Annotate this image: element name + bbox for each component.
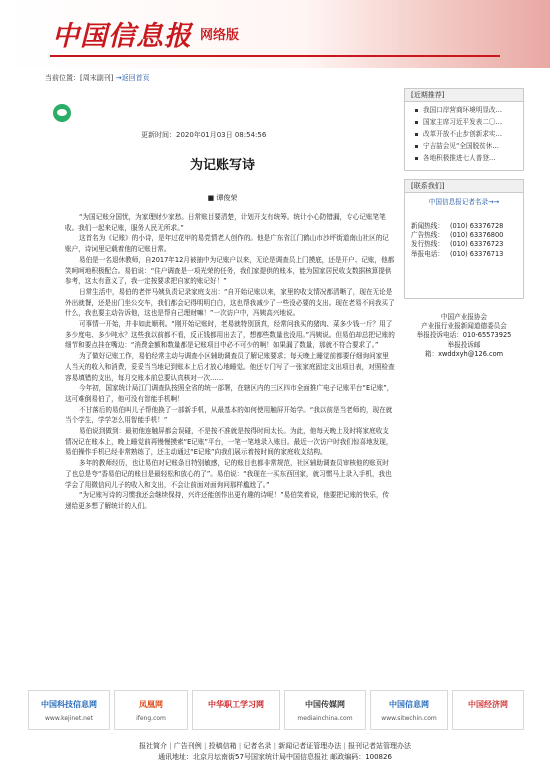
partner-banner-url: www.sitwchin.com	[381, 715, 437, 722]
recommend-item[interactable]: 宁吉喆会见“全国脱贫休…	[423, 142, 519, 151]
hotline-label: 发行热线：	[411, 240, 444, 249]
partner-banner-title: 中国经济网	[468, 700, 508, 709]
contact-title: [联系我们]	[405, 180, 523, 193]
partner-banner-title: 凤凰网	[139, 700, 163, 709]
breadcrumb-section[interactable]: [周末副刊]	[80, 74, 114, 82]
update-time	[141, 130, 266, 140]
update-time-value: 2020年01月03日 08:54:56	[176, 131, 267, 139]
hotline-label: 广告热线：	[411, 231, 444, 240]
reporter-directory-link[interactable]: 中国信息报记者名录→→	[428, 198, 500, 206]
org-info	[404, 313, 524, 359]
partner-banner-title: 中国传媒网	[305, 700, 345, 709]
hotline-value: (010) 63376723	[449, 240, 504, 249]
site-footer	[0, 741, 550, 763]
article-paragraph: 为了做好记账工作，易伯经常主动与调查小区辅助调查员了解记账要求；每天晚上睡觉前都要仔细询问家里人当天的收入和消费，妥妥当当地记到账本上后才放心地睡觉。他还专门写了一张家庭固定支出项目表，对照检查容易填错的支出，每月交账本前总要认真核对一次……	[65, 352, 395, 382]
breadcrumb-label: 当前位置：	[45, 74, 80, 82]
hotline-value: (010) 63376728	[449, 222, 504, 230]
partner-banner-title: 中国科技信息网	[41, 700, 97, 709]
site-logo[interactable]: 中国信息报	[52, 21, 192, 52]
sidebar	[404, 88, 524, 359]
org-line: 中国产业报协会	[440, 313, 488, 321]
partner-banner-title: 中华职工学习网	[208, 700, 264, 709]
partner-banner-url: mediainchina.com	[297, 715, 353, 722]
partner-banner[interactable]	[284, 690, 366, 730]
partner-banner-row	[28, 686, 522, 732]
hotline-label: 举报电话：	[411, 249, 444, 258]
partner-banner-title: 中国信息网	[389, 700, 429, 709]
article-paragraph: 易伯说到做到：最初他连触屏都会误碰，不是按不准就是按得时间太长。为此，他每天晚上及时将家庭收支情况记在账本上，晚上睡觉前再慢慢摸索“E记账”平台，一笔一笔地录入账目。最近一次访户时我们惊喜地发现，易伯操作手机已经非常熟练了，还主动通过“E记账”向我们展示着按时间的家庭收支结构。	[65, 427, 393, 457]
footer-link[interactable]: 报刊记者站管理办法	[348, 742, 412, 750]
footer-link[interactable]: 投稿信箱	[208, 742, 237, 750]
site-logo-sub: 网络版	[200, 28, 240, 43]
article-paragraph: 日常生活中，易伯的老伴马姨负责记录家庭支出：“自开始记账以来，家里的收支情况都清晰了，现在无论是外出就餐，还是出门坐公交车，我们都会记得明明白白，这也帮我减少了一些没必要的支出。现在老易不问我买了什么，我也要主动告诉他，这也是帮自己理财嘛！”一次访户中，冯姨高兴地说。	[65, 287, 395, 318]
partner-banner[interactable]	[370, 690, 448, 730]
hotline-value: (010) 63376713	[449, 249, 504, 258]
recommend-item[interactable]: 我国口岸营商环境明显改…	[423, 106, 519, 115]
hotline-label: 新闻热线：	[411, 222, 444, 230]
article-paragraph: “为国记账分国忧，为家理财少家愁。日常账目要清楚，计划开支有统筹。统计小心防错漏，专心记账笔笔收。我们一起来记账，服务人民无所求。”	[65, 213, 386, 232]
article-paragraph: 这首名为《记账》的小诗，是年过花甲的易党情老人创作的。他是广东省江门鹤山市沙坪街道南山社区的记账户，诗词里记载着他的记账日常。	[65, 234, 389, 254]
hotline-list	[405, 222, 523, 259]
breadcrumb	[45, 73, 150, 83]
article-title: 为记账写诗	[189, 158, 255, 173]
article-panel	[45, 86, 400, 686]
org-line: 举报投诉电话：010-65573925	[416, 331, 512, 340]
article-paragraph: 不甘落后的易伯叫儿子帮他换了一部新手机，从最基本的如何使用触屏开始学。“我以前是当老师的，现在就当个学生，学学怎么用智能手机！”	[65, 405, 393, 425]
article-paragraph: 多年的教师经历，也让易伯对记账条目特别敏感，记的账目也都非常规范，社区辅助调查员审核他的账页时了也总是夸“香易伯记的账目是最轻松和放心的了”。易伯说：“我现在一买东西回家，就习惯马上录入手机，我也学会了用微信问儿子的收入和支出，不会让前面对面询问那样尴尬了。”	[65, 459, 392, 489]
org-line: 箱：xwddxyh@126.com	[424, 349, 504, 358]
partner-banner-url: ifeng.com	[136, 715, 166, 722]
footer-link[interactable]: 记者名录	[243, 742, 272, 750]
header-rule	[50, 55, 500, 57]
recommend-item[interactable]: 各地积极推进七人普登…	[423, 154, 519, 163]
wechat-icon[interactable]	[53, 104, 71, 122]
partner-banner[interactable]	[452, 690, 524, 730]
article-paragraph: “为记账写诗的习惯我还会继续保持，兴许还能创作出更有趣的诗呢！”易伯笑着说，他要把记账的快乐，传递给更多想了解统计的人们。	[65, 491, 390, 510]
recommend-box	[404, 88, 524, 171]
org-line: 产业报行业报新闻道德委员会	[421, 322, 507, 331]
back-home-link[interactable]: →返回首页	[115, 74, 150, 82]
hotline-row	[411, 222, 523, 231]
update-time-label: 更新时间：	[141, 131, 176, 139]
contact-box	[404, 179, 524, 299]
footer-links: 报社简介 | 广告刊例 | 投稿信箱 | 记者名录 | 新闻记者证管理办法 | 报刊记者站管理办法	[138, 742, 412, 750]
hotline-row	[411, 240, 523, 249]
footer-link[interactable]: 新闻记者证管理办法	[278, 742, 342, 750]
footer-link[interactable]: 广告刊例	[173, 742, 202, 750]
partner-banner[interactable]	[114, 690, 188, 730]
recommend-item[interactable]: 国家主席习近平发表二〇…	[423, 118, 519, 127]
article-body	[65, 212, 395, 512]
partner-banner-url: www.kejinet.net	[45, 715, 93, 722]
hotline-row	[411, 250, 523, 259]
footer-address: 通讯地址：北京月坛南街57号国家统计局中国信息报社 邮政编码：100826	[158, 753, 392, 761]
org-line: 举报投诉邮	[447, 340, 481, 349]
recommend-title: [近期推荐]	[405, 89, 523, 102]
site-header	[0, 0, 550, 68]
article-paragraph: 可事情一开始，并非如此顺利。“刚开始记账时，老易就特别顶真，经常问我买的猪肉、菜多少钱一斤？用了多少度电、多少吨水？这些我以前都不看，反正钱都用出去了，想都些数量也没用。”冯姨说。但易伯却总把记账的细节和要点挂在嘴边：“消费金额和数量都是记账项目中必不可少的啊！如果漏了数量，那就不符合要求了。”	[65, 320, 395, 350]
article-author: ■ 谭俊荣	[207, 194, 238, 202]
article-paragraph: 今年初，国家统计局江门调查队按照全省的统一部署，在辖区内的三区四市全面推广电子记账平台“E记账”，这可难倒易伯了，他可没有智能手机啊！	[65, 384, 394, 403]
footer-link[interactable]: 报社简介	[138, 742, 167, 750]
recommend-item[interactable]: 改革开放不止步创新求实…	[423, 130, 519, 139]
hotline-value: (010) 63376800	[449, 231, 504, 240]
article-paragraph: 易伯是一名退休教师，自2017年12月被抽中为记账户以来，无论是调查员上门摸底，还是开户、记账，他都笑呵呵地积极配合。易伯说：“住户调查是一项光荣的任务，我们家提供的账本，能为国家居民收支数据核算提供参考，这太有意义了，我一定按要求把自家的账记好！”	[65, 255, 395, 286]
partner-banner[interactable]	[192, 690, 280, 730]
partner-banner[interactable]	[28, 690, 110, 730]
